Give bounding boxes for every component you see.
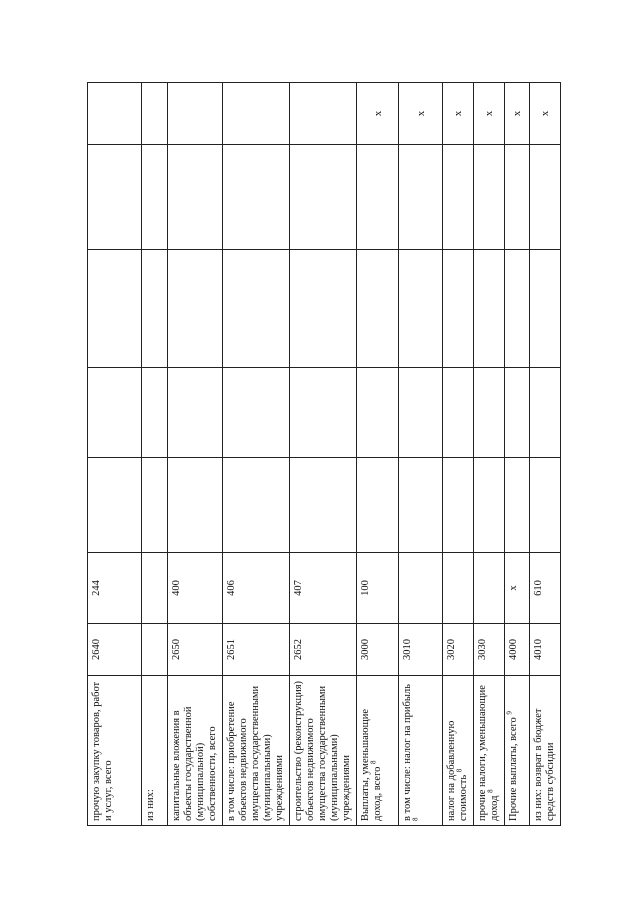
amount-cell xyxy=(142,145,168,250)
amount-cell xyxy=(88,458,142,553)
row-name-cell xyxy=(505,676,530,826)
row-name: из них: xyxy=(145,789,156,821)
amount-cell xyxy=(505,458,530,553)
amount-cell xyxy=(530,145,561,250)
row-code-cell: 2651 xyxy=(223,624,290,676)
row-name: прочие налоги, уменьшающие доход xyxy=(477,685,500,821)
row-name: капитальные вложения в объекты государственной (муниципальной) собственности, всего xyxy=(171,706,218,821)
kbk-code-cell xyxy=(142,553,168,624)
table-row xyxy=(223,83,290,826)
amount-cell xyxy=(290,458,357,553)
dash-mark-cell xyxy=(142,83,168,145)
amount-cell xyxy=(223,145,290,250)
row-name: Прочие выплаты, всего xyxy=(508,717,519,821)
row-code-cell: 4000 xyxy=(505,624,530,676)
kbk-code-cell: х xyxy=(505,553,530,624)
amount-cell xyxy=(357,458,399,553)
amount-cell xyxy=(505,250,530,368)
row-name-cell xyxy=(88,676,142,826)
row-name-cell xyxy=(290,676,357,826)
row-code-cell: 2652 xyxy=(290,624,357,676)
kbk-code-cell: 407 xyxy=(290,553,357,624)
dash-mark-cell: х xyxy=(505,83,530,145)
row-code-cell: 3010 xyxy=(399,624,443,676)
row-name: налог на добавленную стоимость xyxy=(446,720,469,821)
table-row xyxy=(443,83,474,826)
dash-mark-cell xyxy=(290,83,357,145)
amount-cell xyxy=(223,458,290,553)
row-name: строительство (реконструкция) объектов недвижимого имущества государственными (муниципальными) учреждениями xyxy=(293,680,352,821)
footnote-ref: 8 xyxy=(411,817,420,821)
amount-cell xyxy=(168,145,223,250)
amount-cell xyxy=(88,145,142,250)
footnote-ref: 8 xyxy=(455,768,464,773)
amount-cell xyxy=(399,145,443,250)
amount-cell xyxy=(443,250,474,368)
amount-cell xyxy=(223,368,290,458)
amount-cell xyxy=(530,368,561,458)
amount-cell xyxy=(399,458,443,553)
table-row xyxy=(88,83,142,826)
amount-cell xyxy=(168,458,223,553)
kbk-code-cell: 100 xyxy=(357,553,399,624)
dash-mark-cell xyxy=(88,83,142,145)
row-name: Выплаты, уменьшающие доход, всего xyxy=(360,709,383,821)
amount-cell xyxy=(88,368,142,458)
footnote-ref: 9 xyxy=(505,711,514,715)
table-row xyxy=(530,83,561,826)
amount-cell xyxy=(399,368,443,458)
footnote-ref: 8 xyxy=(486,789,495,793)
table-row xyxy=(474,83,505,826)
row-name-cell xyxy=(474,676,505,826)
kbk-code-cell xyxy=(443,553,474,624)
row-name-cell xyxy=(168,676,223,826)
table-row xyxy=(142,83,168,826)
row-code-cell: 2640 xyxy=(88,624,142,676)
amount-cell xyxy=(530,458,561,553)
amount-cell xyxy=(474,458,505,553)
row-name: в том числе: приобретение объектов недвижимого имущества государственными (муниципальными) учреждениями xyxy=(226,685,285,821)
row-name-cell xyxy=(530,676,561,826)
dash-mark-cell: х xyxy=(474,83,505,145)
amount-cell xyxy=(443,458,474,553)
amount-cell xyxy=(505,368,530,458)
amount-cell xyxy=(290,368,357,458)
kbk-code-cell xyxy=(474,553,505,624)
dash-mark-cell xyxy=(223,83,290,145)
amount-cell xyxy=(357,145,399,250)
amount-cell xyxy=(142,250,168,368)
row-code-cell xyxy=(142,624,168,676)
amount-cell xyxy=(443,368,474,458)
amount-cell xyxy=(168,250,223,368)
amount-cell xyxy=(530,250,561,368)
financial-table xyxy=(87,82,561,826)
row-code-cell: 3020 xyxy=(443,624,474,676)
dash-mark-cell xyxy=(168,83,223,145)
row-name-cell xyxy=(223,676,290,826)
amount-cell xyxy=(474,250,505,368)
row-name-cell xyxy=(443,676,474,826)
row-code-cell: 2650 xyxy=(168,624,223,676)
row-name-cell xyxy=(399,676,443,826)
amount-cell xyxy=(399,250,443,368)
row-code-cell: 3000 xyxy=(357,624,399,676)
table-row xyxy=(357,83,399,826)
amount-cell xyxy=(474,368,505,458)
amount-cell xyxy=(290,145,357,250)
kbk-code-cell: 244 xyxy=(88,553,142,624)
row-name: в том числе: налог на прибыль xyxy=(402,684,413,821)
dash-mark-cell: х xyxy=(443,83,474,145)
kbk-code-cell: 406 xyxy=(223,553,290,624)
row-name-cell xyxy=(142,676,168,826)
dash-mark-cell: х xyxy=(530,83,561,145)
table-row xyxy=(399,83,443,826)
table-row xyxy=(168,83,223,826)
row-code-cell: 3030 xyxy=(474,624,505,676)
dash-mark-cell: х xyxy=(357,83,399,145)
amount-cell xyxy=(142,458,168,553)
amount-cell xyxy=(168,368,223,458)
amount-cell xyxy=(357,250,399,368)
row-name: из них: возврат в бюджет средств субсидии xyxy=(533,708,556,821)
kbk-code-cell: 610 xyxy=(530,553,561,624)
amount-cell xyxy=(357,368,399,458)
row-code-cell: 4010 xyxy=(530,624,561,676)
amount-cell xyxy=(223,250,290,368)
row-name-cell xyxy=(357,676,399,826)
amount-cell xyxy=(505,145,530,250)
amount-cell xyxy=(443,145,474,250)
table-row xyxy=(505,83,530,826)
row-name: прочую закупку товаров, работ и услуг, всего xyxy=(91,681,114,821)
amount-cell xyxy=(88,250,142,368)
amount-cell xyxy=(474,145,505,250)
amount-cell xyxy=(290,250,357,368)
table-row xyxy=(290,83,357,826)
amount-cell xyxy=(142,368,168,458)
footnote-ref: 8 xyxy=(369,760,378,764)
kbk-code-cell xyxy=(399,553,443,624)
rotated-table-container xyxy=(87,83,556,826)
dash-mark-cell: х xyxy=(399,83,443,145)
kbk-code-cell: 400 xyxy=(168,553,223,624)
